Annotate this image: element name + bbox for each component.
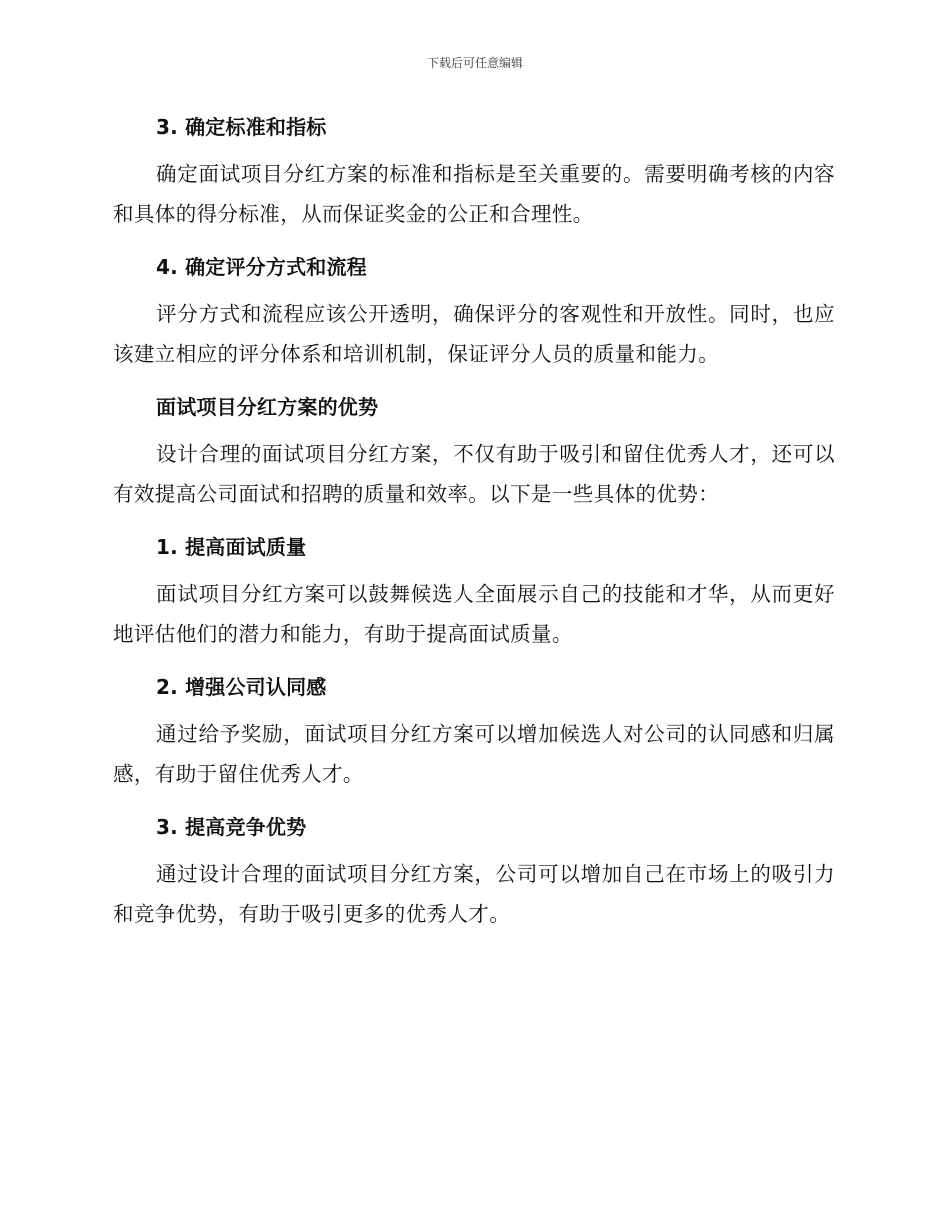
section-heading: 3. 确定标准和指标 bbox=[156, 115, 327, 139]
section-heading: 4. 确定评分方式和流程 bbox=[156, 255, 367, 279]
header-note: 下载后可任意编辑 bbox=[426, 56, 523, 70]
section-competitive-advantage bbox=[113, 810, 835, 934]
section-paragraph: 通过设计合理的面试项目分红方案，公司可以增加自己在市场上的吸引力和竞争优势，有助于吸引更多的优秀人才。 bbox=[113, 862, 835, 926]
section-paragraph: 设计合理的面试项目分红方案，不仅有助于吸引和留住优秀人才，还可以有效提高公司面试和招聘的质量和效率。以下是一些具体的优势： bbox=[113, 442, 835, 506]
section-paragraph: 面试项目分红方案可以鼓舞候选人全面展示自己的技能和才华，从而更好地评估他们的潜力和能力，有助于提高面试质量。 bbox=[113, 582, 835, 646]
section-advantages bbox=[113, 390, 835, 514]
section-standards bbox=[113, 110, 835, 234]
section-paragraph: 通过给予奖励，面试项目分红方案可以增加候选人对公司的认同感和归属感，有助于留住优秀人才。 bbox=[113, 722, 835, 786]
section-company-identity bbox=[113, 670, 835, 794]
section-interview-quality bbox=[113, 530, 835, 654]
section-heading: 2. 增强公司认同感 bbox=[156, 675, 327, 699]
section-heading: 1. 提高面试质量 bbox=[156, 535, 307, 559]
document-body bbox=[113, 110, 835, 950]
section-heading: 3. 提高竞争优势 bbox=[156, 815, 307, 839]
section-paragraph: 评分方式和流程应该公开透明，确保评分的客观性和开放性。同时，也应该建立相应的评分体系和培训机制，保证评分人员的质量和能力。 bbox=[113, 302, 835, 366]
section-scoring bbox=[113, 250, 835, 374]
section-heading: 面试项目分红方案的优势 bbox=[156, 395, 379, 419]
section-paragraph: 确定面试项目分红方案的标准和指标是至关重要的。需要明确考核的内容和具体的得分标准，从而保证奖金的公正和合理性。 bbox=[113, 162, 835, 226]
